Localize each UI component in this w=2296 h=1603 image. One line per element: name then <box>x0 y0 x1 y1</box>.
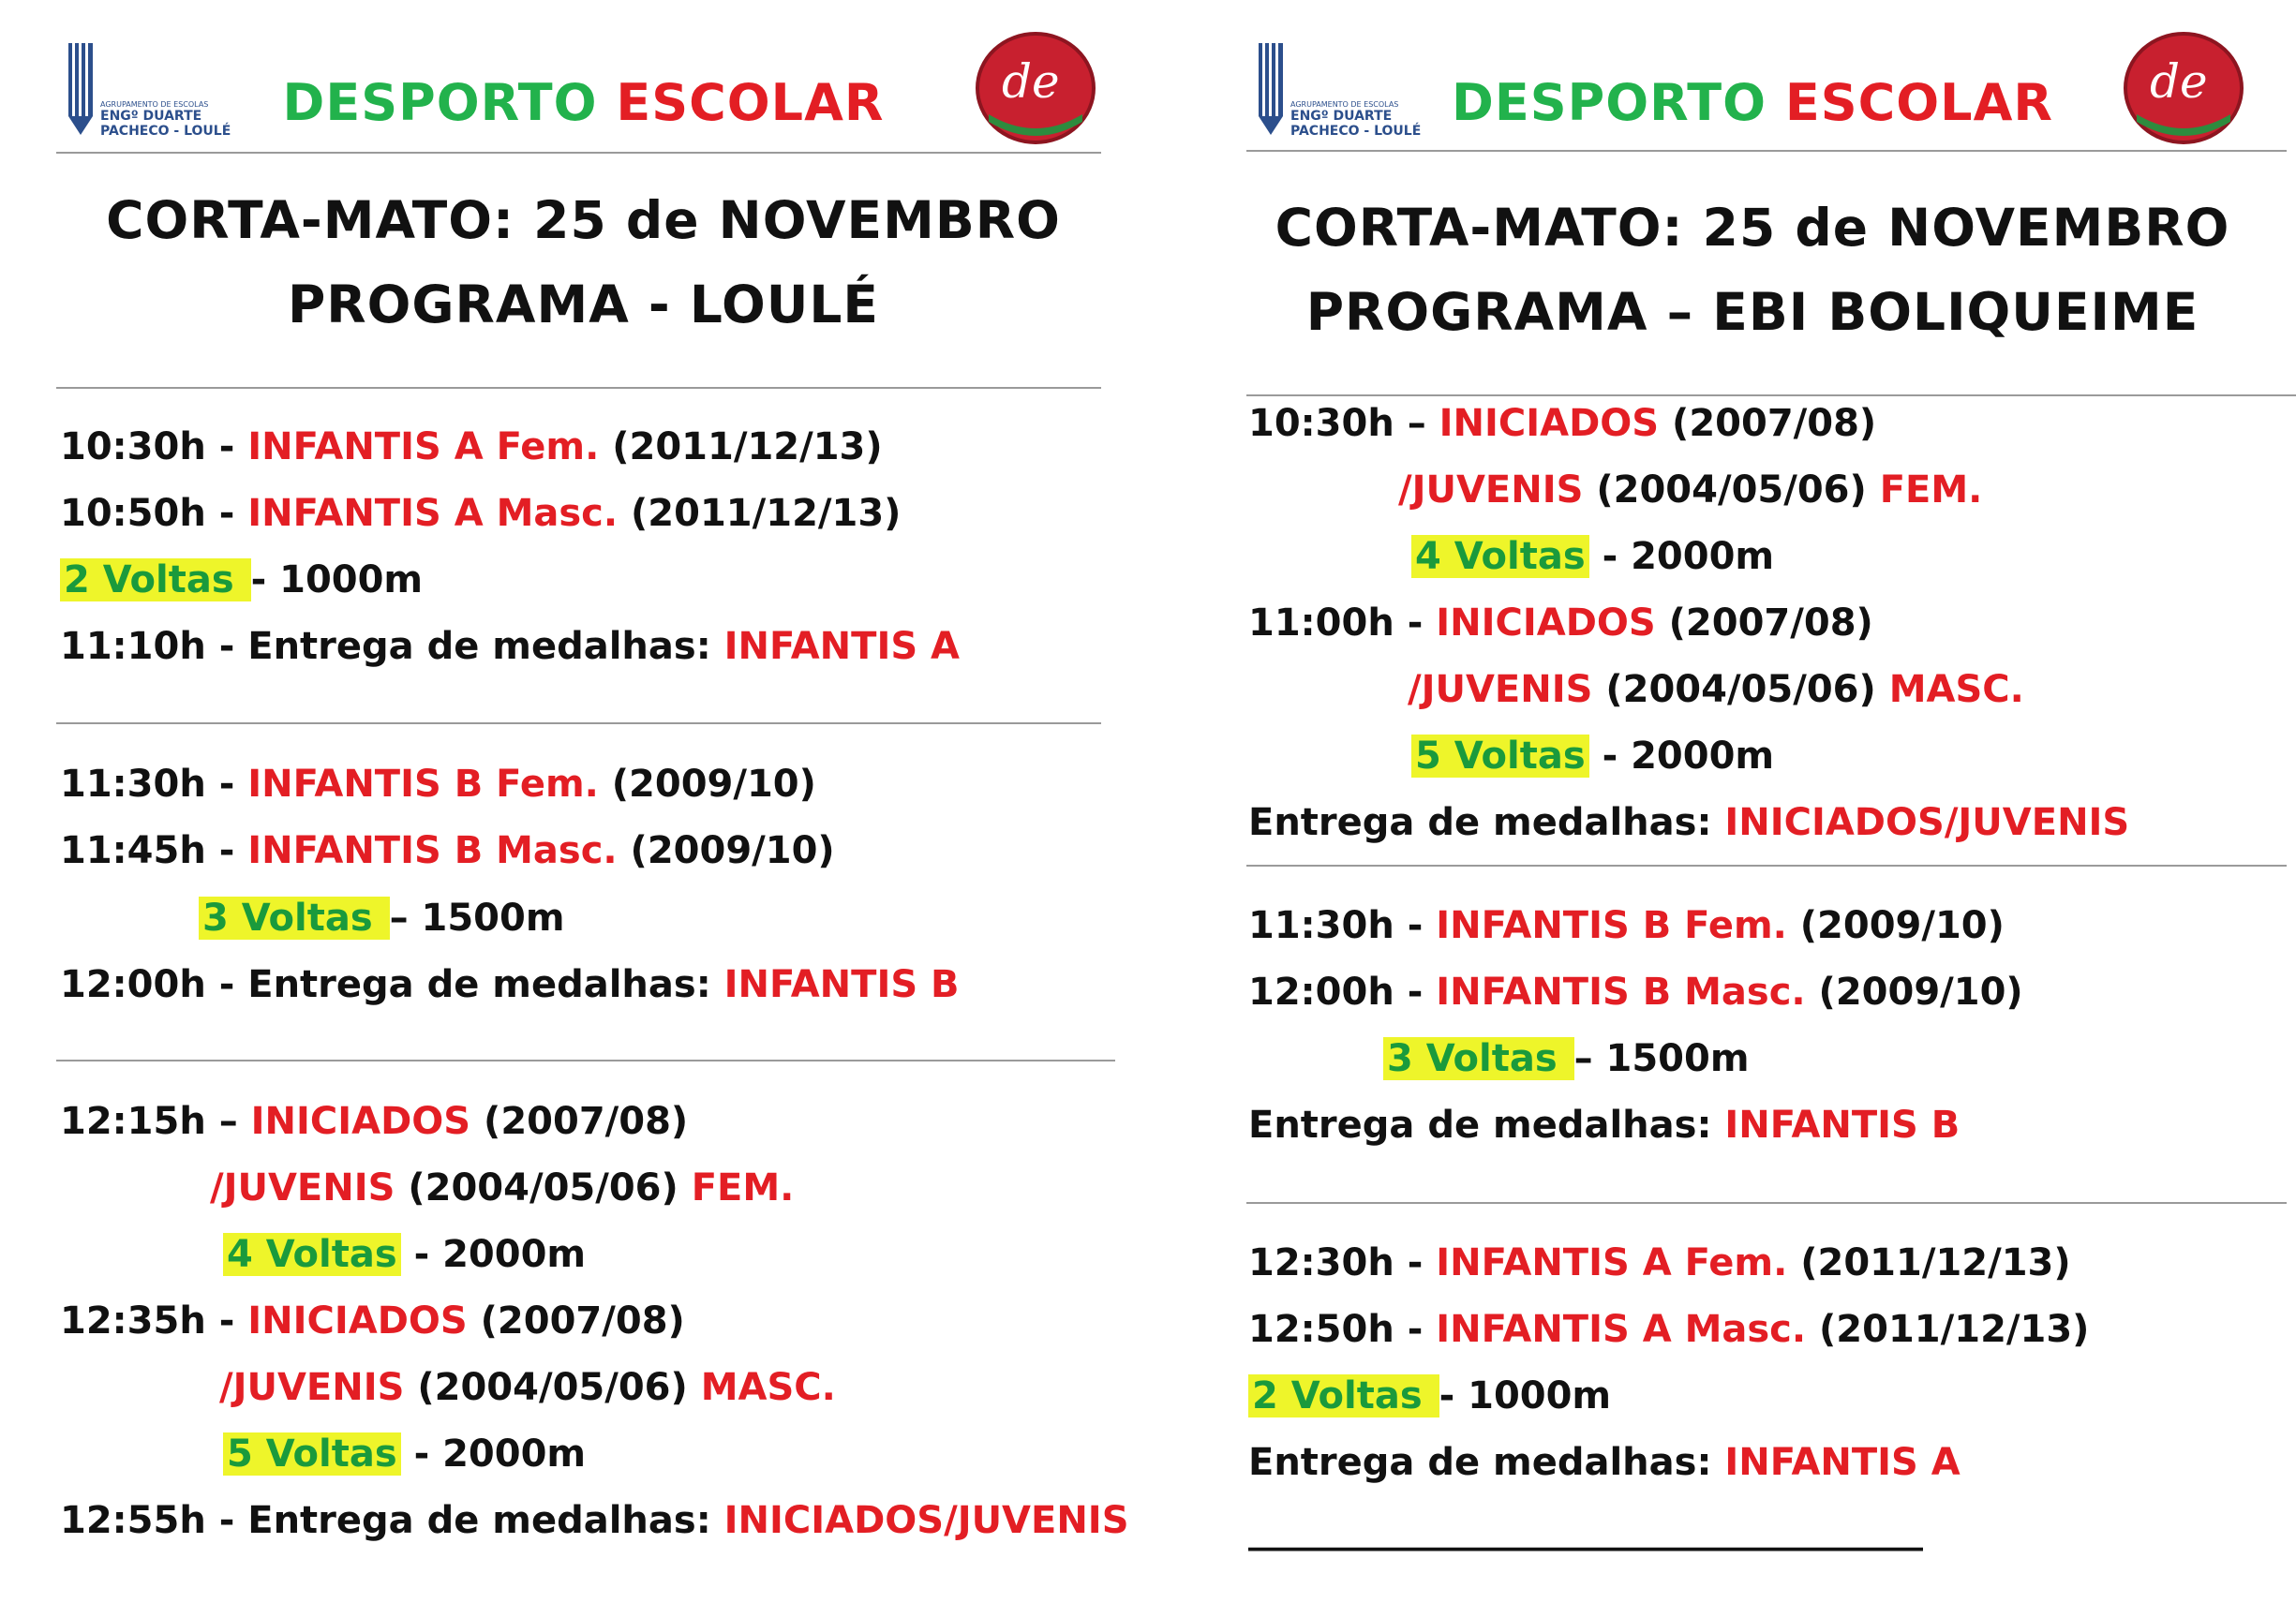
svg-text:PACHECO - LOULÉ: PACHECO - LOULÉ <box>1290 124 1422 139</box>
divider <box>56 152 1101 154</box>
page-subtitle: PROGRAMA - LOULÉ <box>287 275 880 334</box>
divider <box>1246 1202 2287 1204</box>
divider <box>56 1060 1115 1061</box>
svg-text:ENGº DUARTE: ENGº DUARTE <box>100 109 202 124</box>
page-subtitle: PROGRAMA – EBI BOLIQUEIME <box>1305 282 2199 342</box>
svg-text:AGRUPAMENTO DE ESCOLAS: AGRUPAMENTO DE ESCOLAS <box>100 100 209 109</box>
medals-line: Entrega de medalhas: INFANTIS B <box>1248 1104 1961 1147</box>
desporto-escolar-logo-icon <box>970 28 1101 145</box>
svg-text:PACHECO - LOULÉ: PACHECO - LOULÉ <box>100 124 231 139</box>
svg-text:ENGº DUARTE: ENGº DUARTE <box>1290 109 1393 124</box>
schedule-line: 10:50h - INFANTIS A Masc. (2011/12/13) <box>60 492 902 535</box>
desporto-escolar-logo-icon <box>2118 28 2249 145</box>
laps-highlight: 5 Voltas <box>1411 735 1589 778</box>
brand-word-escolar: ESCOLAR <box>616 73 885 132</box>
schedule-line: 12:35h - INICIADOS (2007/08) <box>60 1299 685 1343</box>
laps-line: 4 Voltas - 2000m <box>223 1232 586 1277</box>
schedule-line: 10:30h - INFANTIS A Fem. (2011/12/13) <box>60 425 883 468</box>
brand-word-desporto: DESPORTO <box>1452 73 1767 132</box>
laps-highlight: 4 Voltas <box>223 1233 401 1276</box>
laps-highlight: 2 Voltas <box>60 558 251 601</box>
page-title: CORTA-MATO: 25 de NOVEMBRO <box>106 190 1061 250</box>
schedule-line: 11:45h - INFANTIS B Masc. (2009/10) <box>60 829 835 872</box>
laps-line: 5 Voltas - 2000m <box>223 1432 586 1477</box>
laps-line: 2 Voltas - 1000m <box>1248 1373 1611 1418</box>
laps-line: 3 Voltas – 1500m <box>1383 1036 1750 1081</box>
schedule-line: 11:30h - INFANTIS B Fem. (2009/10) <box>60 763 816 806</box>
laps-highlight: 3 Voltas <box>1383 1037 1574 1080</box>
schedule-line: 12:30h - INFANTIS A Fem. (2011/12/13) <box>1248 1241 2071 1284</box>
flyer-header <box>1246 28 2259 150</box>
svg-text:de: de <box>2150 54 2208 109</box>
schedule-line: 11:00h - INICIADOS (2007/08) <box>1248 601 1873 645</box>
schedule-line: 12:15h – INICIADOS (2007/08) <box>60 1100 689 1143</box>
right-flyer <box>1188 0 2296 1603</box>
schedule-line: 12:50h - INFANTIS A Masc. (2011/12/13) <box>1248 1308 2090 1351</box>
medals-line: 12:55h - Entrega de medalhas: INICIADOS/JUVENIS <box>60 1499 1129 1542</box>
laps-highlight: 3 Voltas <box>199 897 390 940</box>
divider <box>56 387 1101 389</box>
medals-line: 11:10h - Entrega de medalhas: INFANTIS A <box>60 625 961 668</box>
brand-word-escolar: ESCOLAR <box>1784 73 2053 132</box>
bottom-underline: ____________________________________ <box>1248 1508 1923 1551</box>
laps-highlight: 4 Voltas <box>1411 535 1589 578</box>
laps-highlight: 2 Voltas <box>1248 1374 1439 1417</box>
page-title: CORTA-MATO: 25 de NOVEMBRO <box>1275 198 2230 258</box>
divider <box>1246 394 2296 396</box>
laps-line: 3 Voltas – 1500m <box>199 896 565 941</box>
brand-title <box>1246 73 2259 132</box>
schedule-line: /JUVENIS (2004/05/06) FEM. <box>1398 468 1983 512</box>
schedule-line: /JUVENIS (2004/05/06) FEM. <box>210 1166 795 1210</box>
divider <box>1246 865 2287 867</box>
laps-line: 5 Voltas - 2000m <box>1411 734 1774 779</box>
medals-line: Entrega de medalhas: INICIADOS/JUVENIS <box>1248 801 2130 844</box>
flyer-header <box>56 28 1111 150</box>
brand-word-desporto: DESPORTO <box>282 73 598 132</box>
schedule-line: 12:00h - INFANTIS B Masc. (2009/10) <box>1248 971 2023 1014</box>
laps-highlight: 5 Voltas <box>223 1432 401 1476</box>
divider <box>1246 150 2287 152</box>
laps-line: 2 Voltas - 1000m <box>60 557 423 602</box>
svg-text:AGRUPAMENTO DE ESCOLAS: AGRUPAMENTO DE ESCOLAS <box>1290 100 1399 109</box>
schedule-line: /JUVENIS (2004/05/06) MASC. <box>1408 668 2024 711</box>
brand-title <box>56 73 1111 132</box>
schedule-line: 10:30h – INICIADOS (2007/08) <box>1248 402 1877 445</box>
schedule-line: /JUVENIS (2004/05/06) MASC. <box>219 1366 836 1409</box>
medals-line: Entrega de medalhas: INFANTIS A <box>1248 1441 1961 1484</box>
svg-text:de: de <box>1002 54 1060 109</box>
medals-line: 12:00h - Entrega de medalhas: INFANTIS B <box>60 963 960 1006</box>
laps-line: 4 Voltas - 2000m <box>1411 534 1774 579</box>
schedule-line: 11:30h - INFANTIS B Fem. (2009/10) <box>1248 904 2005 947</box>
divider <box>56 722 1101 724</box>
